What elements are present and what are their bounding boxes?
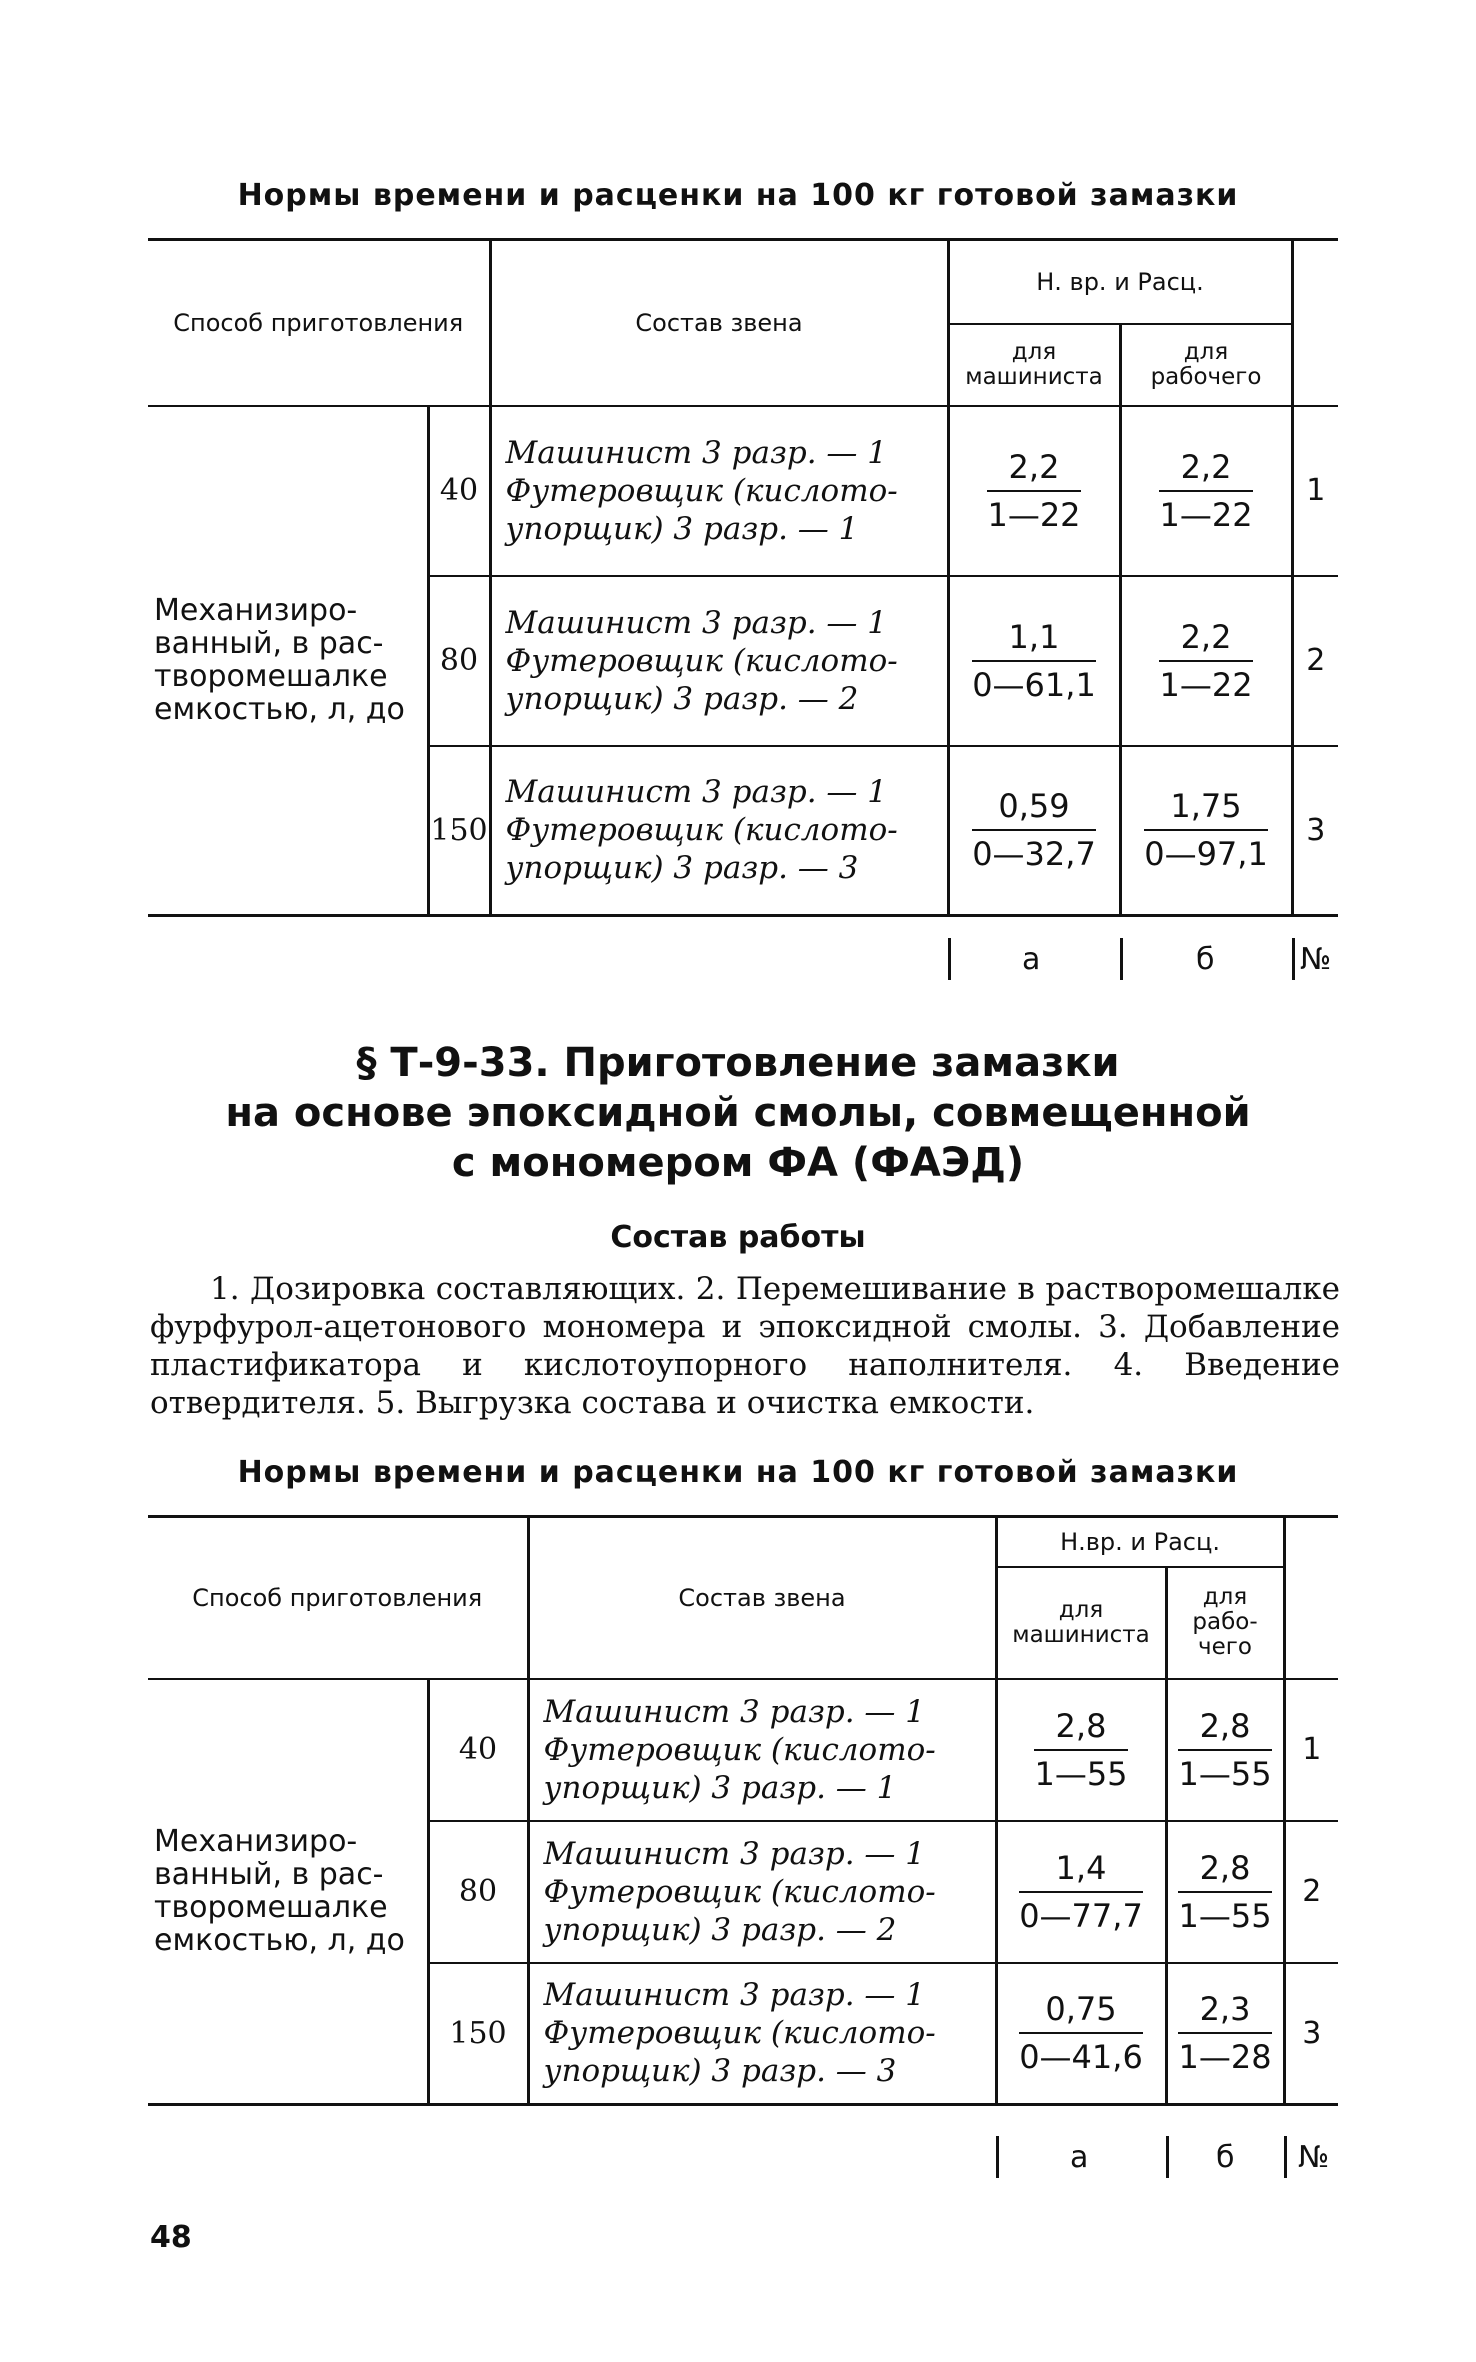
row-number: 1: [1302, 1732, 1322, 1767]
header-worker: для рабо- чего: [1166, 1567, 1284, 1679]
header-machinist: для машиниста: [996, 1567, 1166, 1679]
crew-cell: Машинист 3 разр. — 1 Футеровщик (кислото- упорщик) 3 разр. — 2: [528, 1821, 996, 1963]
work-composition-text: 1. Дозировка составляющих. 2. Перемешивание в растворомешалке фурфурол-ацетонового мономера и эпоксидной смолы. 3. Добавление пластификатора и кислотоупорного наполнителя. 4. Введение отвердителя. 5. Выгрузка состава и очистка емкости.: [150, 1271, 1340, 1421]
method-cell: Механизиро-ванный, в рас-творомешалке емкостью, л, до: [154, 1824, 405, 1959]
header-method: Способ приготовления: [148, 240, 490, 406]
header-norm-group: Н.вр. и Расц.: [996, 1517, 1284, 1567]
crew-cell: Машинист 3 разр. — 1 Футеровщик (кислото- упорщик) 3 разр. — 3: [490, 746, 948, 916]
column-tick: [948, 938, 951, 980]
crew-cell: Машинист 3 разр. — 1 Футеровщик (кислото- упорщик) 3 разр. — 2: [490, 576, 948, 746]
page-number: 48: [150, 2220, 192, 2255]
header-norm-group: Н. вр. и Расц.: [948, 240, 1292, 324]
section-title-line3: с мономером ФА (ФАЭД): [451, 1140, 1025, 1186]
worker-rate-cell: $\frac{1,75}{0—97,1}$: [1120, 746, 1292, 916]
column-label-a: а: [1070, 2140, 1089, 2175]
capacity-cell: 80: [428, 1821, 528, 1963]
column-label-b: б: [1196, 942, 1215, 977]
method-cell: Механизиро-ванный, в рас-творомешалке емкостью, л, до: [154, 593, 405, 728]
machinist-rate-cell: $\frac{2,2}{1—22}$: [948, 406, 1120, 576]
column-label-number: №: [1298, 2140, 1330, 2175]
column-label-a: а: [1022, 942, 1041, 977]
machinist-rate-cell: $\frac{0,75}{0—41,6}$: [996, 1963, 1166, 2105]
work-composition-heading: Состав работы: [610, 1220, 866, 1255]
capacity-cell: 150: [428, 746, 490, 916]
table2-title: Нормы времени и расценки на 100 кг готовой замазки: [237, 1455, 1239, 1490]
capacity-cell: 40: [428, 1679, 528, 1821]
row-number: 1: [1306, 473, 1326, 508]
machinist-rate-cell: $\frac{0,59}{0—32,7}$: [948, 746, 1120, 916]
row-number: 3: [1292, 746, 1338, 916]
header-worker: для рабочего: [1120, 324, 1292, 406]
capacity-cell: 80: [428, 576, 490, 746]
machinist-rate-cell: $\frac{1,4}{0—77,7}$: [996, 1821, 1166, 1963]
column-tick: [996, 2136, 999, 2178]
column-tick: [1284, 2136, 1287, 2178]
column-label-number: №: [1300, 942, 1332, 977]
worker-rate-cell: $\frac{2,3}{1—28}$: [1166, 1963, 1284, 2105]
header-crew: Состав звена: [528, 1517, 996, 1679]
crew-cell: Машинист 3 разр. — 1 Футеровщик (кислото- упорщик) 3 разр. — 1: [490, 406, 948, 576]
crew-cell: Машинист 3 разр. — 1 Футеровщик (кислото- упорщик) 3 разр. — 3: [528, 1963, 996, 2105]
column-label-b: б: [1216, 2140, 1235, 2175]
header-method: Способ приготовления: [148, 1517, 528, 1679]
capacity-cell: 40: [428, 406, 490, 576]
column-tick: [1120, 938, 1123, 980]
row-number: 2: [1284, 1821, 1338, 1963]
section-title-line1: § Т-9-33. Приготовление замазки: [356, 1040, 1120, 1086]
machinist-rate-cell: $\frac{2,8}{1—55}$: [996, 1679, 1166, 1821]
worker-rate-cell: $\frac{2,2}{1—22}$: [1120, 576, 1292, 746]
worker-rate-cell: $\frac{2,2}{1—22}$: [1120, 406, 1292, 576]
worker-rate-cell: $\frac{2,8}{1—55}$: [1166, 1679, 1284, 1821]
norms-table-2: [148, 1515, 1338, 2106]
header-machinist: для машиниста: [948, 324, 1120, 406]
norms-table-1: [148, 238, 1338, 917]
worker-rate-cell: $\frac{2,8}{1—55}$: [1166, 1821, 1284, 1963]
column-tick: [1292, 938, 1295, 980]
capacity-cell: 150: [428, 1963, 528, 2105]
header-crew: Состав звена: [490, 240, 948, 406]
machinist-rate-cell: $\frac{1,1}{0—61,1}$: [948, 576, 1120, 746]
section-title-line2: на основе эпоксидной смолы, совмещенной: [225, 1090, 1251, 1136]
row-number: 3: [1284, 1963, 1338, 2105]
crew-cell: Машинист 3 разр. — 1 Футеровщик (кислото- упорщик) 3 разр. — 1: [528, 1679, 996, 1821]
column-tick: [1166, 2136, 1169, 2178]
table1-title: Нормы времени и расценки на 100 кг готовой замазки: [237, 178, 1239, 213]
row-number: 2: [1292, 576, 1338, 746]
